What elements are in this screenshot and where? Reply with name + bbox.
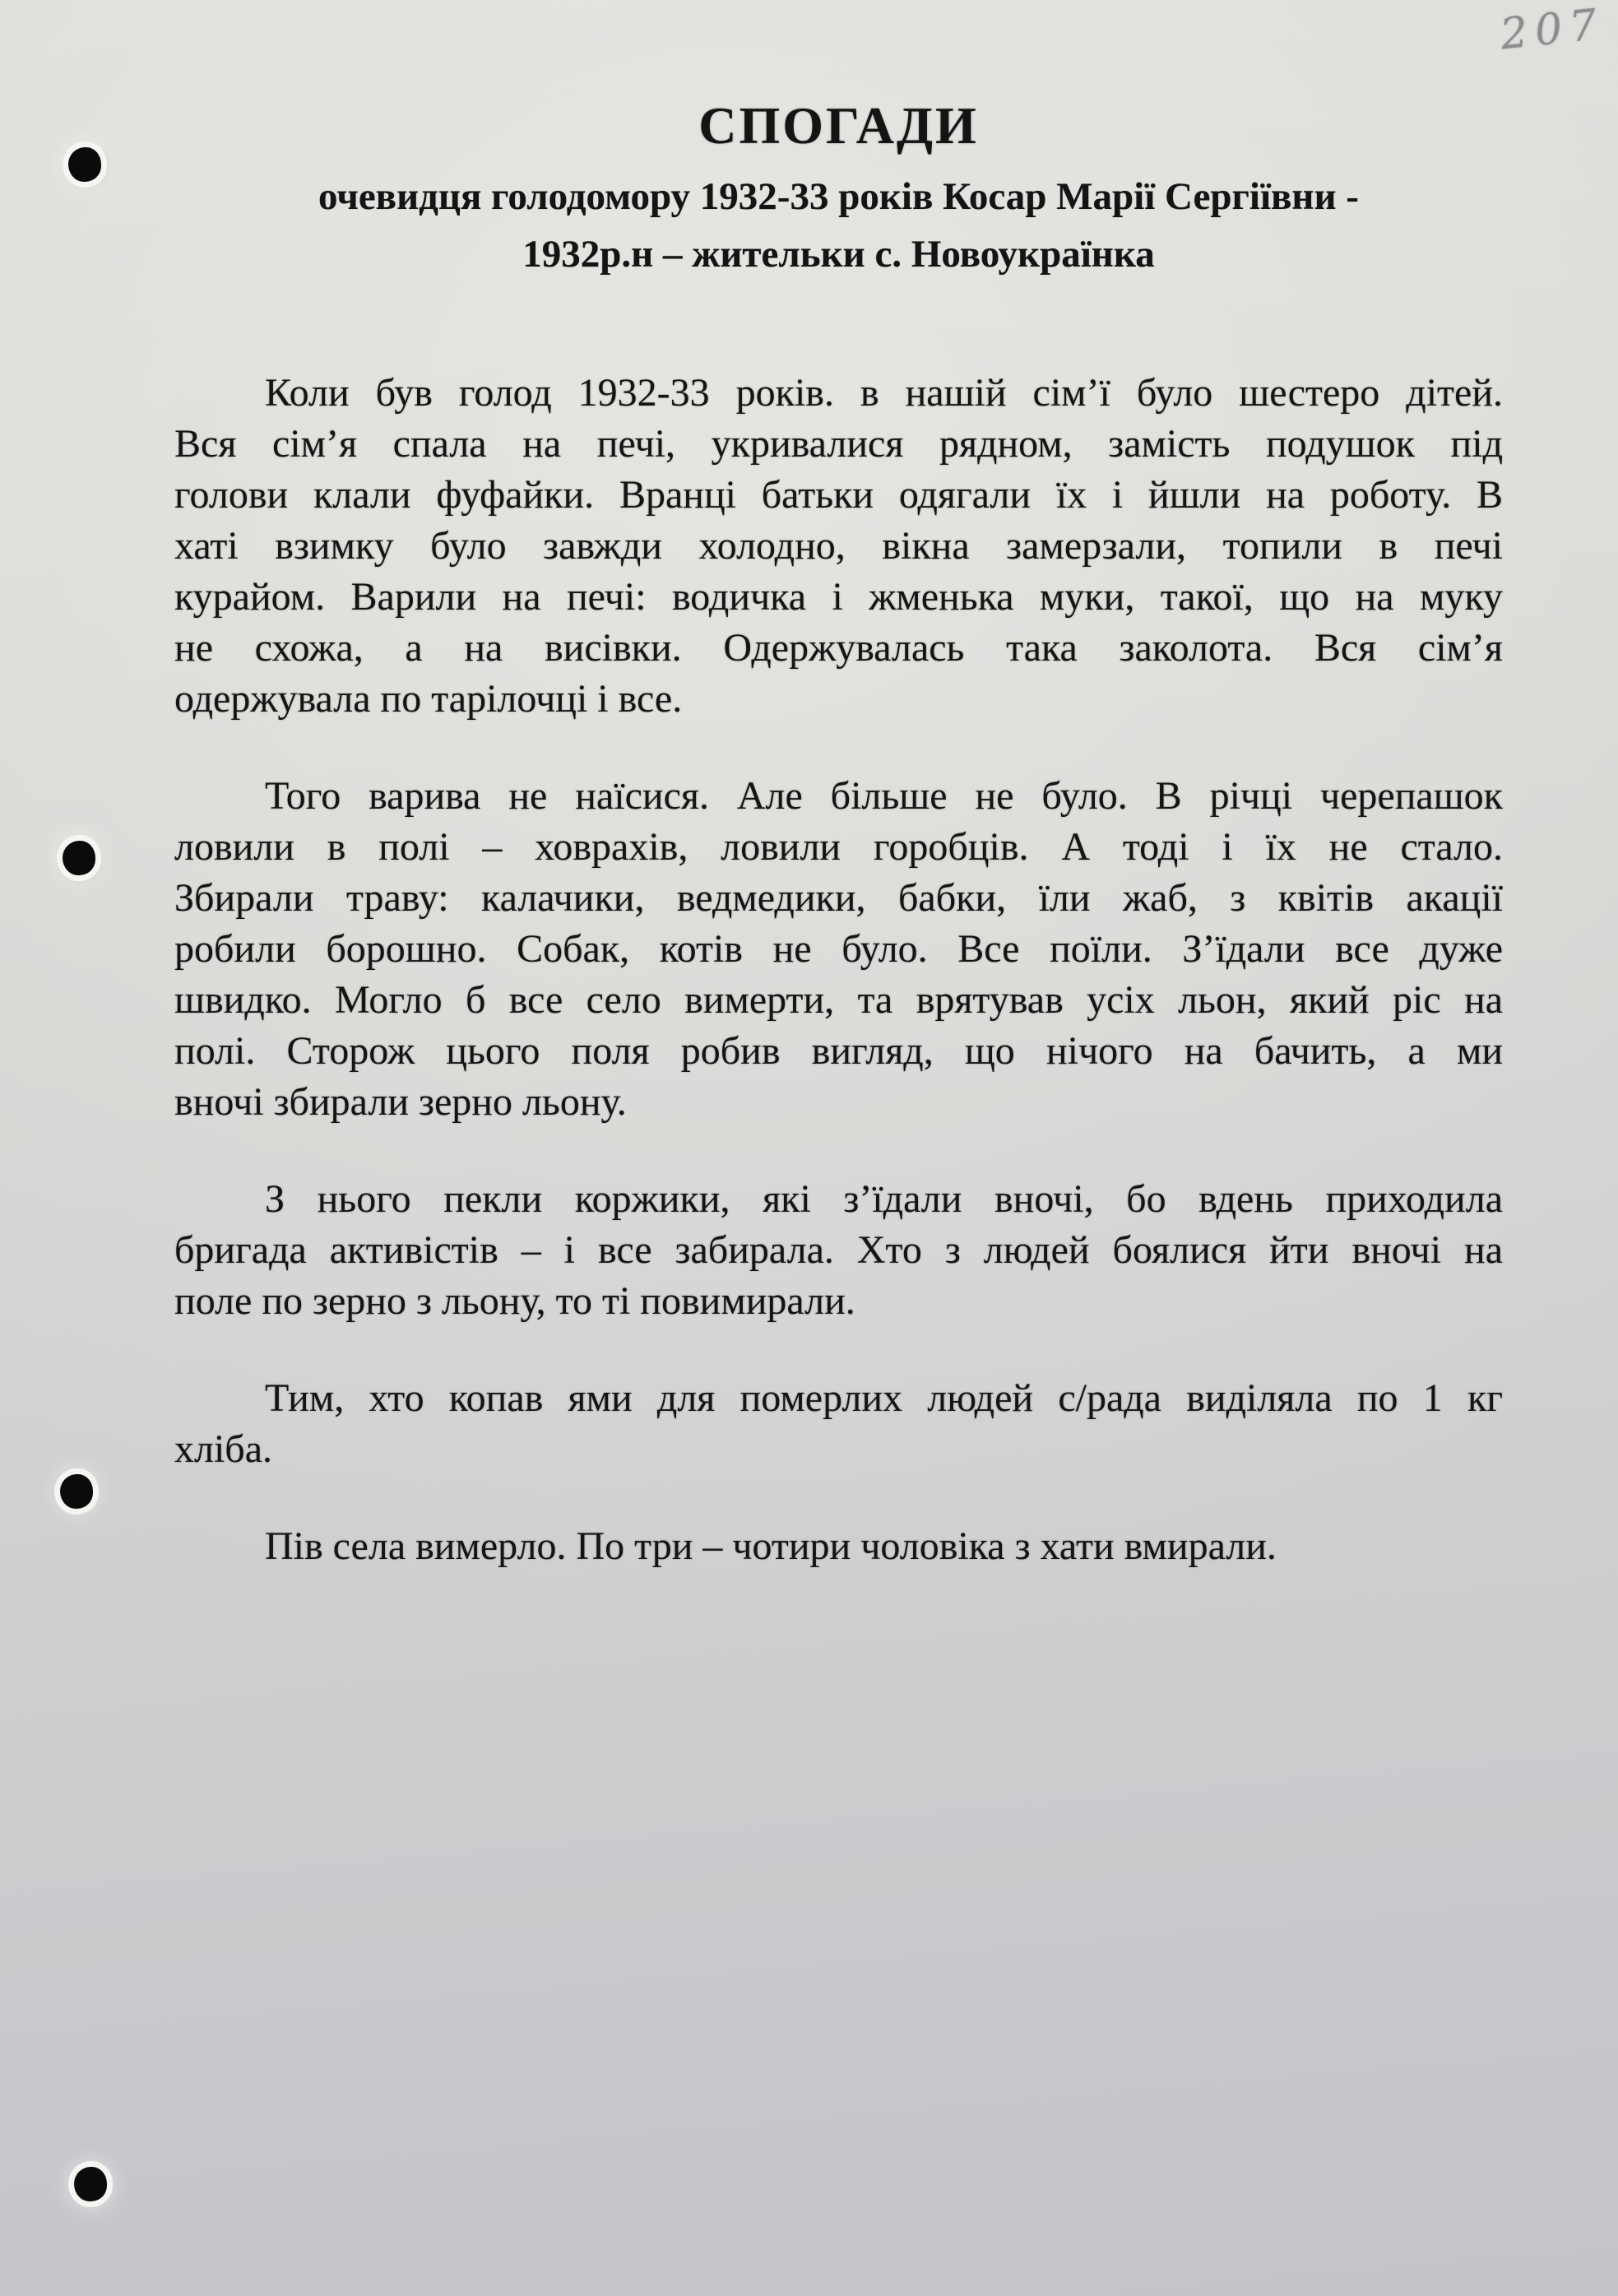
paragraph-line: робили борошно. Собак, котів не було. Все поїли. З’їдали все дуже <box>174 927 1503 971</box>
paragraph-line: хаті взимку було завжди холодно, вікна замерзали, топили в печі <box>174 524 1503 568</box>
paragraph-line: голови клали фуфайки. Вранці батьки одягали їх і йшли на роботу. В <box>174 473 1503 517</box>
paragraph-4 <box>174 1373 1503 1475</box>
paragraph-1 <box>174 368 1503 725</box>
paragraph-line: поле по зерно з льону, то ті повимирали. <box>174 1279 855 1323</box>
paragraph-line: Пів села вимерло. По три – чотири чоловіка з хати вмирали. <box>265 1524 1277 1568</box>
paragraph-line: Коли був голод 1932-33 років. в нашій сім’ї було шестеро дітей. <box>265 371 1503 415</box>
paragraph-5 <box>174 1521 1503 1572</box>
subtitle-line-1: очевидця голодомору 1932-33 років Косар Марії Сергіївни - <box>318 175 1359 218</box>
hole-punch-4 <box>74 2167 107 2201</box>
paragraph-line: курайом. Варили на печі: водичка і жменька муки, такої, що на муку <box>174 575 1503 619</box>
paragraph-2 <box>174 771 1503 1128</box>
document-subtitle <box>174 168 1503 283</box>
document-title: СПОГАДИ <box>698 96 979 155</box>
hole-punch-1 <box>68 147 101 182</box>
paragraph-line: бригада активістів – і все забирала. Хто з людей боялися йти вночі на <box>174 1228 1503 1272</box>
paragraph-line: ловили в полі – ховрахів, ловили горобців. А тоді і їх не стало. <box>174 825 1503 869</box>
paragraph-line: З нього пекли коржики, які з’їдали вночі, бо вдень приходила <box>265 1177 1503 1221</box>
paragraph-line: не схожа, а на висівки. Одержувалась така заколота. Вся сім’я <box>174 626 1503 670</box>
paragraph-line: швидко. Могло б все село вимерти, та врятував усіх льон, який ріс на <box>174 978 1503 1022</box>
paragraph-3 <box>174 1174 1503 1327</box>
paragraph-line: Збирали траву: калачики, ведмедики, бабки, їли жаб, з квітів акації <box>174 876 1503 920</box>
paragraph-line: Тим, хто копав ями для померлих людей с/рада виділяла по 1 кг <box>265 1376 1503 1420</box>
document-body <box>174 368 1503 1618</box>
handwritten-page-number: 207 <box>1498 0 1607 60</box>
hole-punch-3 <box>60 1474 93 1509</box>
paragraph-line: одержувала по тарілочці і все. <box>174 677 683 721</box>
paragraph-line: Того варива не наїсися. Але більше не було. В річці черепашок <box>265 774 1503 818</box>
hole-punch-2 <box>63 841 95 875</box>
paragraph-line: вночі збирали зерно льону. <box>174 1080 627 1124</box>
paragraph-line: полі. Сторож цього поля робив вигляд, що нічого на бачить, а ми <box>174 1029 1503 1073</box>
subtitle-line-2: 1932р.н – жительки с. Новоукраїнка <box>522 233 1155 276</box>
paragraph-line: Вся сім’я спала на печі, укривалися рядном, замість подушок під <box>174 422 1503 466</box>
document-header <box>174 95 1503 283</box>
paragraph-line: хліба. <box>174 1427 273 1471</box>
